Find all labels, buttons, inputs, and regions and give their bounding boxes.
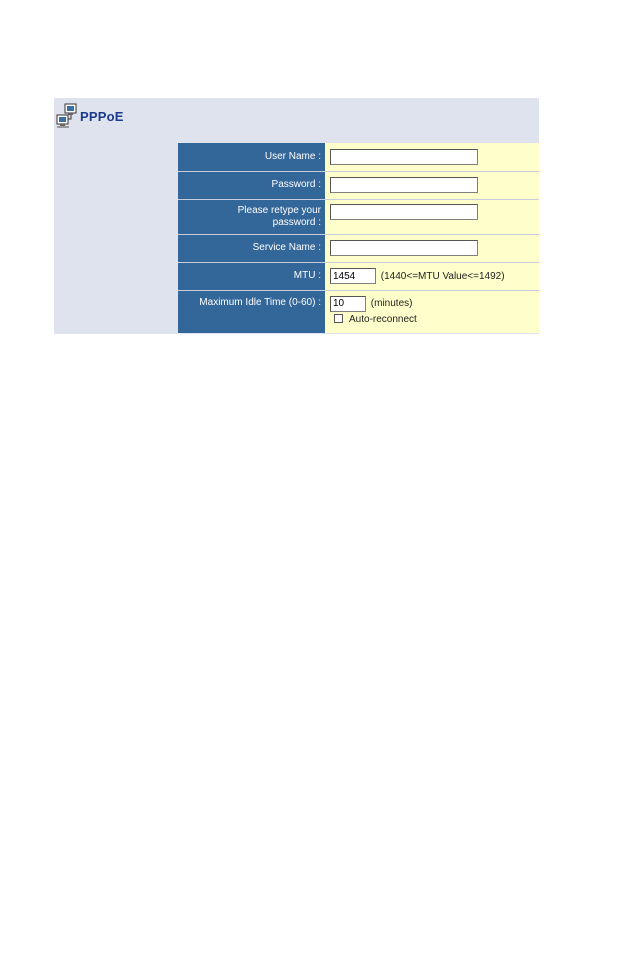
section-title: PPPoE xyxy=(80,108,124,124)
user-name-label: User Name : xyxy=(178,143,325,171)
idle-time-label: Maximum Idle Time (0-60) : xyxy=(178,290,325,333)
retype-password-label-line2: password : xyxy=(272,216,321,228)
row-service-name xyxy=(178,234,539,262)
idle-time-unit: (minutes) xyxy=(370,298,413,309)
password-label: Password : xyxy=(178,171,325,199)
pppoe-form xyxy=(178,143,539,333)
service-name-input[interactable] xyxy=(330,240,478,256)
user-name-input[interactable] xyxy=(330,149,478,165)
mtu-range-hint: (1440<=MTU Value<=1492) xyxy=(380,270,505,282)
retype-password-label xyxy=(178,199,325,234)
service-name-label: Service Name : xyxy=(178,234,325,262)
retype-password-input[interactable] xyxy=(330,204,478,220)
password-input[interactable] xyxy=(330,177,478,193)
row-retype-password xyxy=(178,199,539,234)
auto-reconnect-checkbox[interactable] xyxy=(334,314,343,323)
row-idle-time xyxy=(178,290,539,333)
pppoe-panel xyxy=(54,98,539,334)
section-header xyxy=(56,103,124,129)
auto-reconnect-label: Auto-reconnect xyxy=(349,313,417,325)
idle-time-input[interactable] xyxy=(330,296,366,312)
mtu-input[interactable] xyxy=(330,268,376,284)
auto-reconnect-row xyxy=(330,314,539,325)
row-password xyxy=(178,171,539,199)
row-user-name xyxy=(178,143,539,171)
row-mtu xyxy=(178,262,539,290)
network-connection-icon xyxy=(56,103,78,129)
retype-password-label-line1: Please retype your xyxy=(237,204,321,216)
mtu-label: MTU : xyxy=(178,262,325,290)
